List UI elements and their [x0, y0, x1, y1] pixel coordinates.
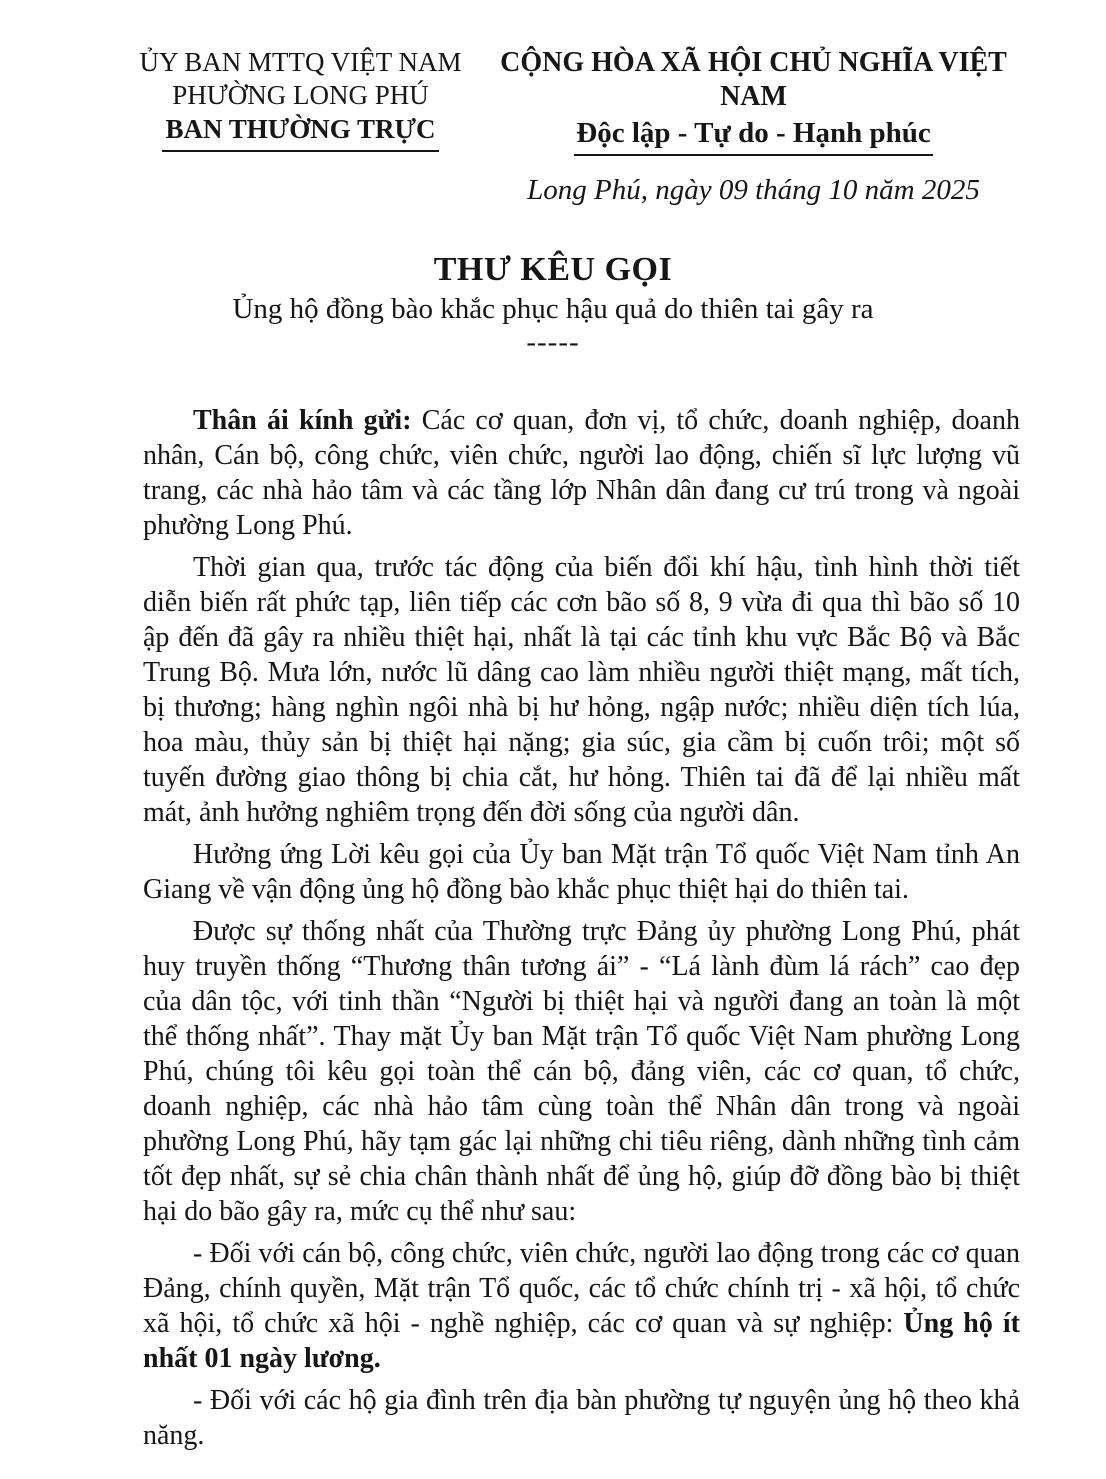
document-title: THƯ KÊU GỌI	[433, 251, 673, 288]
salutation-label: Thân ái kính gửi:	[193, 405, 412, 436]
national-title: CỘNG HÒA XÃ HỘI CHỦ NGHĨA VIỆT NAM	[500, 47, 1007, 112]
salutation-recipients: Các cơ quan, đơn vị, tổ chức, doanh nghiệp, doanh nhân, Cán bộ, công chức, viên chức, người lao động, chiến sĩ lực lượng vũ trang, các nhà hảo tâm và các tầng lớp Nhân dân đang cư trú trong và ngoài phường Long Phú.	[143, 405, 1020, 541]
donation-level-household-paragraph: - Đối với các hộ gia đình trên địa bàn phường tự nguyện ủng hộ theo khả năng.	[143, 1385, 1020, 1451]
response-paragraph: Hưởng ứng Lời kêu gọi của Ủy ban Mặt trận Tổ quốc Việt Nam tỉnh An Giang về vận động ủng hộ đồng bào khắc phục thiệt hại do thiên tai.	[143, 839, 1020, 905]
appeal-paragraph: Được sự thống nhất của Thường trực Đảng ủy phường Long Phú, phát huy truyền thống “Thương thân tương ái” - “Lá lành đùm lá rách” cao đẹp của dân tộc, với tinh thần “Người bị thiệt hại và người đang an toàn là một thể thống nhất”. Thay mặt Ủy ban Mặt trận Tổ quốc Việt Nam phường Long Phú, chúng tôi kêu gọi toàn thể cán bộ, đảng viên, các cơ quan, tổ chức, doanh nghiệp, các nhà hảo tâm cùng toàn thể Nhân dân trong và ngoài phường Long Phú, hãy tạm gác lại những chi tiêu riêng, dành những tình cảm tốt đẹp nhất, sự sẻ chia chân thành nhất để ủng hộ, giúp đỡ đồng bào bị thiệt hại do bão gây ra, mức cụ thể như sau:	[143, 916, 1020, 1227]
document-title-block	[0, 249, 1106, 357]
document-subtitle: Ủng hộ đồng bào khắc phục hậu quả do thiên tai gây ra	[232, 293, 874, 325]
document-header	[0, 46, 1106, 207]
place-date-line: Long Phú, ngày 09 tháng 10 năm 2025	[527, 174, 980, 206]
org-standing-committee-label: BAN THƯỜNG TRỰC	[162, 113, 438, 152]
org-parent-name: ỦY BAN MTTQ VIỆT NAM	[139, 47, 462, 77]
org-ward-name: PHƯỜNG LONG PHÚ	[172, 80, 429, 110]
title-separator: -----	[526, 326, 580, 358]
salutation-paragraph	[143, 403, 1020, 543]
org-standing-committee	[128, 113, 473, 152]
document-body	[143, 403, 1020, 1453]
donation-level-staff-paragraph	[143, 1236, 1020, 1376]
national-motto-label: Độc lập - Tự do - Hạnh phúc	[574, 114, 933, 156]
national-motto	[473, 114, 1034, 156]
national-header-block	[473, 46, 1034, 207]
issuing-org-block	[128, 46, 473, 152]
donation-amount-bold: Ủng hộ ít nhất 01 ngày lương.	[143, 1308, 1020, 1374]
situation-paragraph: Thời gian qua, trước tác động của biến đổi khí hậu, tình hình thời tiết diễn biến rất phức tạp, liên tiếp các cơn bão số 8, 9 vừa đi qua thì bão số 10 ập đến đã gây ra nhiều thiệt hại, nhất là tại các tỉnh khu vực Bắc Bộ và Bắc Trung Bộ. Mưa lớn, nước lũ dâng cao làm nhiều người thiệt mạng, mất tích, bị thương; hàng nghìn ngôi nhà bị hư hỏng, ngập nước; nhiều diện tích lúa, hoa màu, thủy sản bị thiệt hại nặng; gia súc, gia cầm bị cuốn trôi; một số tuyến đường giao thông bị chia cắt, hư hỏng. Thiên tai đã để lại nhiều mất mát, ảnh hưởng nghiêm trọng đến đời sống của người dân.	[143, 552, 1020, 828]
donation-level-staff-text: - Đối với cán bộ, công chức, viên chức, người lao động trong các cơ quan Đảng, chính quyền, Mặt trận Tổ quốc, các tổ chức chính trị - xã hội, tổ chức xã hội, tổ chức xã hội - nghề nghiệp, các cơ quan và sự nghiệp:	[143, 1238, 1020, 1339]
